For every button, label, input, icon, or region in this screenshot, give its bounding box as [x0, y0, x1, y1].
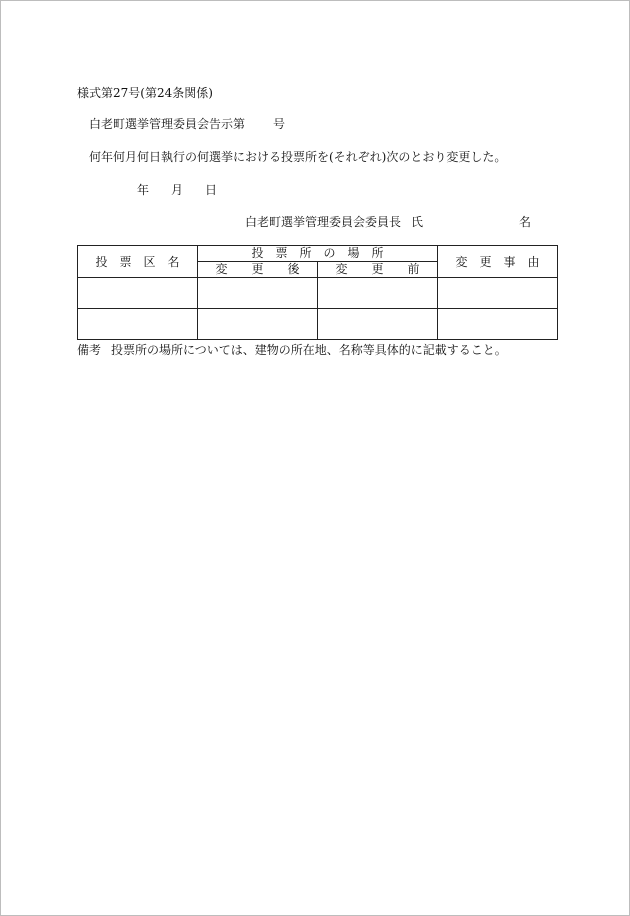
- header-location: 投 票 所 の 場 所: [198, 246, 438, 262]
- header-after: 変 更 後: [198, 262, 318, 278]
- header-before: 変 更 前: [318, 262, 438, 278]
- cell-district: [78, 278, 198, 309]
- table-row: [78, 309, 558, 340]
- remarks-note: [77, 342, 507, 358]
- signature-title: 白老町選挙管理委員会委員長: [245, 215, 402, 229]
- cell-before: [318, 278, 438, 309]
- cell-district: [78, 309, 198, 340]
- signature-mei: 名: [519, 215, 532, 229]
- date-line: [137, 182, 217, 198]
- polling-place-change-table: [77, 245, 558, 340]
- notice-number-prefix: 白老町選挙管理委員会告示第: [89, 117, 246, 131]
- header-reason: 変 更 事 由: [438, 246, 558, 278]
- cell-reason: [438, 309, 558, 340]
- cell-reason: [438, 278, 558, 309]
- table-row: [78, 278, 558, 309]
- cell-after: [198, 278, 318, 309]
- notice-body-text: 何年何月何日執行の何選挙における投票所を(それぞれ)次のとおり変更した。: [89, 150, 507, 164]
- date-month: 月: [171, 183, 184, 197]
- header-district: 投 票 区 名: [78, 246, 198, 278]
- remarks-text: 投票所の場所については、建物の所在地、名称等具体的に記載すること。: [111, 343, 507, 357]
- notice-number: [89, 116, 285, 132]
- notice-number-suffix: 号: [273, 117, 286, 131]
- form-number: 様式第27号(第24条関係): [77, 86, 213, 100]
- signature-line: [245, 214, 531, 230]
- remarks-label: 備考: [77, 343, 102, 357]
- date-year: 年: [137, 183, 150, 197]
- signature-shi: 氏: [411, 215, 424, 229]
- cell-before: [318, 309, 438, 340]
- table-header-row-1: [78, 246, 558, 262]
- date-day: 日: [205, 183, 218, 197]
- cell-after: [198, 309, 318, 340]
